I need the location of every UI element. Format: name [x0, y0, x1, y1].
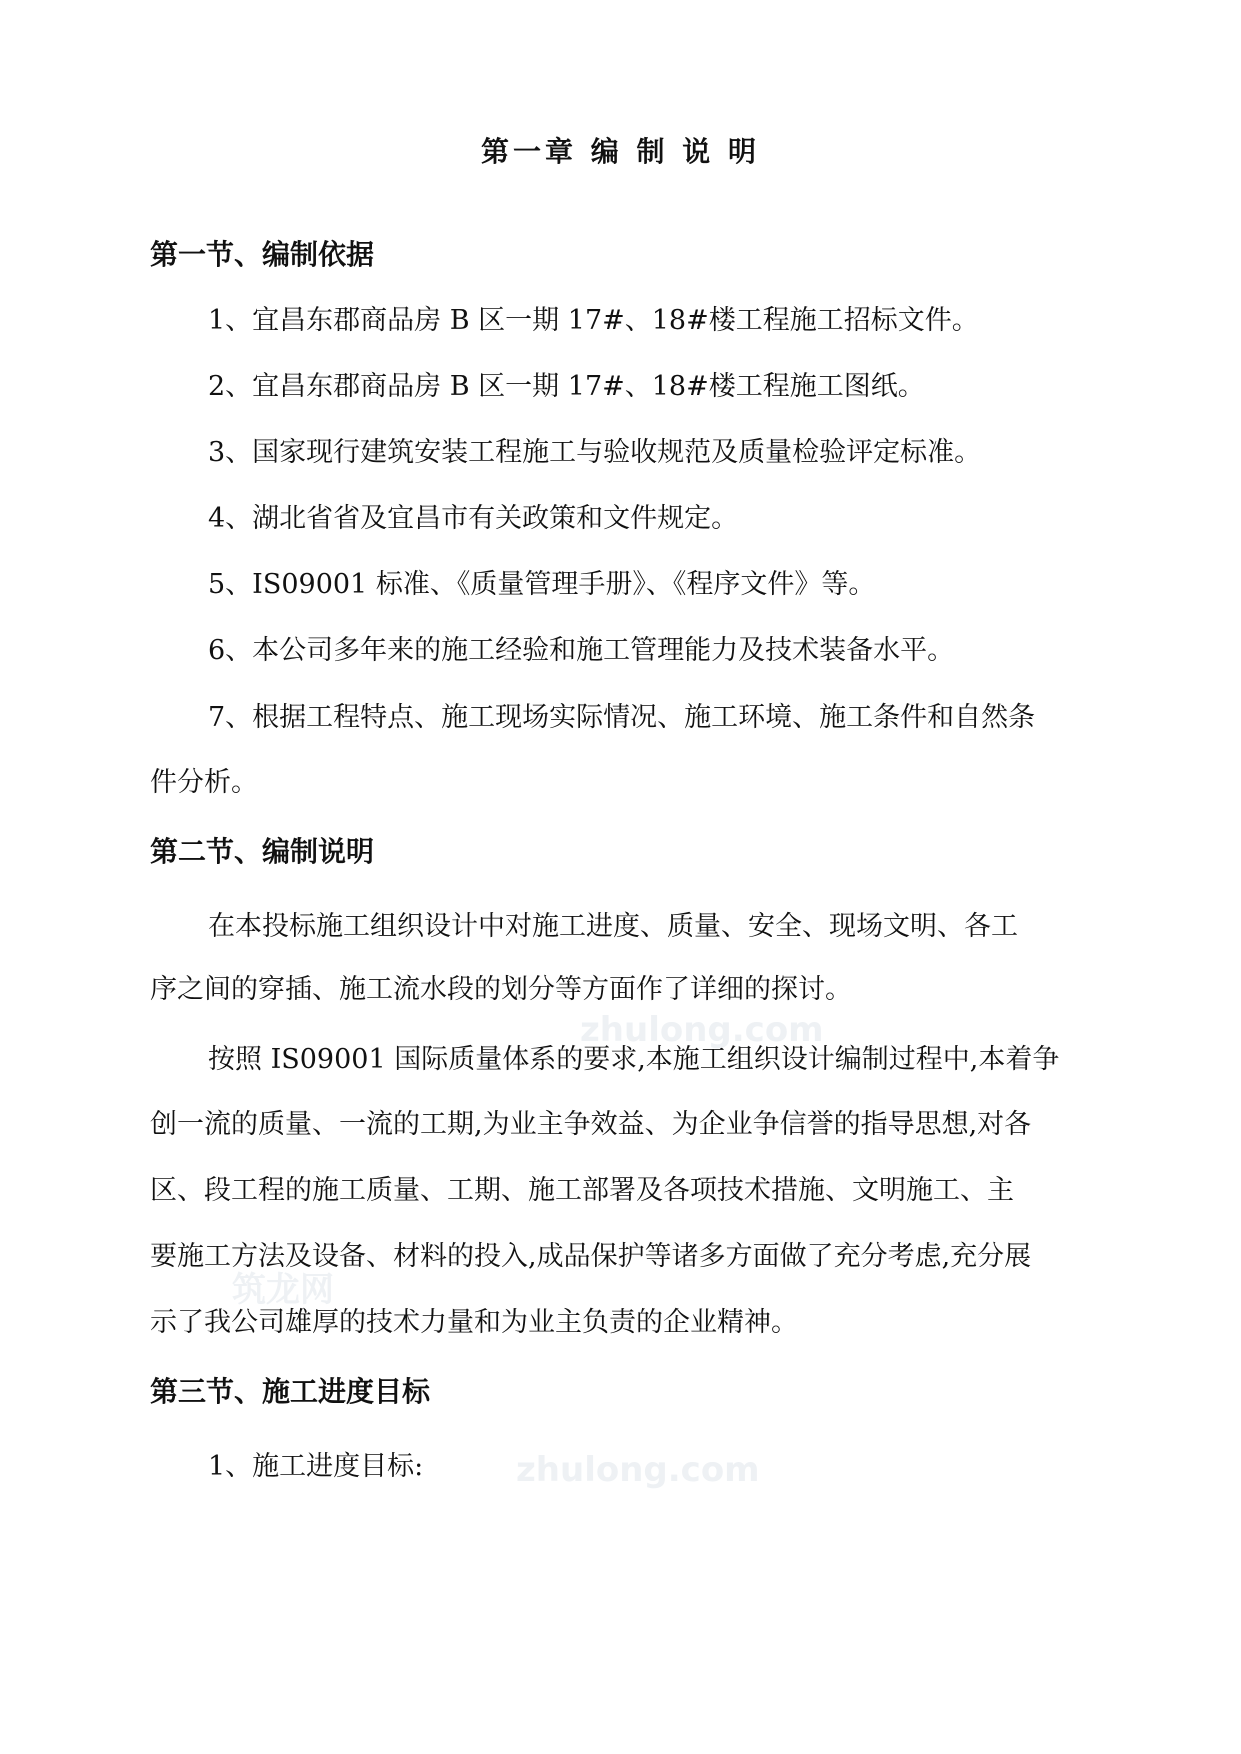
basis-item-4: 4、湖北省省及宜昌市有关政策和文件规定。	[208, 503, 739, 534]
description-line-3: 按照 IS09001 国际质量体系的要求,本施工组织设计编制过程中,本着争	[208, 1044, 1060, 1075]
section-heading-basis: 第一节、编制依据	[150, 238, 375, 271]
description-line-5: 区、段工程的施工质量、工期、施工部署及各项技术措施、文明施工、主	[150, 1175, 1014, 1206]
basis-item-7: 7、根据工程特点、施工现场实际情况、施工环境、施工条件和自然条	[208, 702, 1036, 733]
basis-item-6: 6、本公司多年来的施工经验和施工管理能力及技术装备水平。	[208, 635, 955, 666]
section-heading-description: 第二节、编制说明	[150, 835, 375, 868]
description-line-2: 序之间的穿插、施工流水段的划分等方面作了详细的探讨。	[150, 974, 852, 1005]
schedule-item-1: 1、施工进度目标:	[208, 1451, 424, 1482]
section-heading-schedule: 第三节、施工进度目标	[150, 1375, 431, 1408]
description-line-1: 在本投标施工组织设计中对施工进度、质量、安全、现场文明、各工	[208, 911, 1018, 942]
watermark-zhulong-1: zhulong.com	[580, 1010, 824, 1050]
description-line-4: 创一流的质量、一流的工期,为业主争效益、为企业争信誉的指导思想,对各	[150, 1109, 1032, 1140]
basis-item-1: 1、宜昌东郡商品房 B 区一期 17#、18#楼工程施工招标文件。	[208, 305, 979, 336]
chapter-title: 第一章 编 制 说 明	[481, 135, 760, 168]
basis-item-2: 2、宜昌东郡商品房 B 区一期 17#、18#楼工程施工图纸。	[208, 371, 925, 402]
description-line-7: 示了我公司雄厚的技术力量和为业主负责的企业精神。	[150, 1307, 798, 1338]
description-line-6: 要施工方法及设备、材料的投入,成品保护等诸多方面做了充分考虑,充分展	[150, 1241, 1032, 1272]
watermark-zhulong-cn: 筑龙网	[232, 1270, 334, 1310]
basis-item-7-cont: 件分析。	[150, 767, 258, 798]
basis-item-3: 3、国家现行建筑安装工程施工与验收规范及质量检验评定标准。	[208, 437, 982, 468]
watermark-zhulong-2: zhulong.com	[516, 1450, 760, 1490]
basis-item-5: 5、IS09001 标准、《质量管理手册》、《程序文件》等。	[208, 569, 876, 600]
